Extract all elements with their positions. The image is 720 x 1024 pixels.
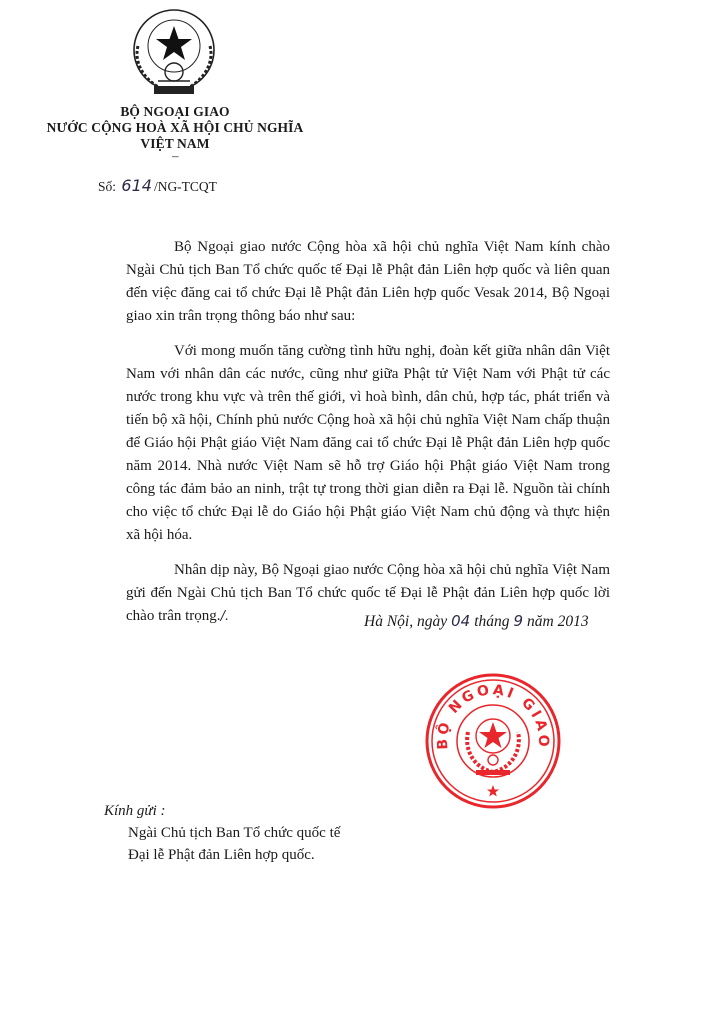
date-month-label: tháng [474,613,510,630]
issuing-authority [30,104,320,152]
country-name-line1: NƯỚC CỘNG HOÀ XÃ HỘI CHỦ NGHĨA [46,120,304,135]
ref-label: Số: [98,179,117,194]
header-dash: – [172,148,179,163]
date-line [364,612,589,631]
country-name-line2: VIỆT NAM [140,136,210,151]
ref-number: 614 [121,176,152,195]
svg-text:BỘ NGOẠI GIAO: BỘ NGOẠI GIAO [434,682,552,750]
ministry-name: BỘ NGOẠI GIAO [120,104,230,119]
recipient-block [104,800,340,866]
document-number [98,176,217,195]
national-emblem-icon [124,6,224,100]
recipient-label: Kính gửi : [104,803,166,819]
official-seal-stamp [424,672,562,810]
date-year: năm 2013 [527,613,589,630]
recipient-line1: Ngài Chủ tịch Ban Tổ chức quốc tế [128,825,341,841]
date-month: 9 [513,612,524,630]
closing-text: Nhân dịp này, Bộ Ngoại giao nước Cộng hòa xã hội chủ nghĩa Việt Nam gửi đến Ngài Chủ tịch Ban Tổ chức quốc tế Đại lễ Phật đản Liên hợp quốc lời chào trân trọng. [126,562,610,624]
letter-body [126,236,610,640]
paragraph-greeting: Bộ Ngoại giao nước Cộng hòa xã hội chủ nghĩa Việt Nam kính chào Ngài Chủ tịch Ban Tổ chức quốc tế Đại lễ Phật đản Liên hợp quốc và liên quan đến việc đăng cai tổ chức Đại lễ Phật đản Liên hợp quốc Vesak 2014, Bộ Ngoại giao xin trân trọng thông báo như sau: [126,239,610,324]
date-day: 04 [451,612,471,630]
date-place: Hà Nội, ngày [364,613,448,630]
ref-suffix: /NG-TCQT [153,179,217,194]
closing-mark: /. [220,609,230,624]
paragraph-main: Với mong muốn tăng cường tình hữu nghị, đoàn kết giữa nhân dân Việt Nam với nhân dân các nước, cũng như giữa Phật tử Việt Nam với Phật tử các nước trong khu vực và trên thế giới, vì hoà bình, dân chủ, hợp tác, phát triển và tiến bộ xã hội, Chính phủ nước Cộng hoà xã hội chủ nghĩa Việt Nam chấp thuận để Giáo hội Phật giáo Việt Nam đăng cai tổ chức Đại lễ Phật đản Liên hợp quốc năm 2014. Nhà nước Việt Nam sẽ hỗ trợ Giáo hội Phật giáo Việt Nam trong công tác đảm bảo an ninh, trật tự trong thời gian diễn ra Đại lễ. Nguồn tài chính cho việc tổ chức Đại lễ do Giáo hội Phật giáo Việt Nam chủ động và thực hiện xã hội hóa. [126,343,610,543]
recipient-line2: Đại lễ Phật đản Liên hợp quốc. [128,847,315,863]
